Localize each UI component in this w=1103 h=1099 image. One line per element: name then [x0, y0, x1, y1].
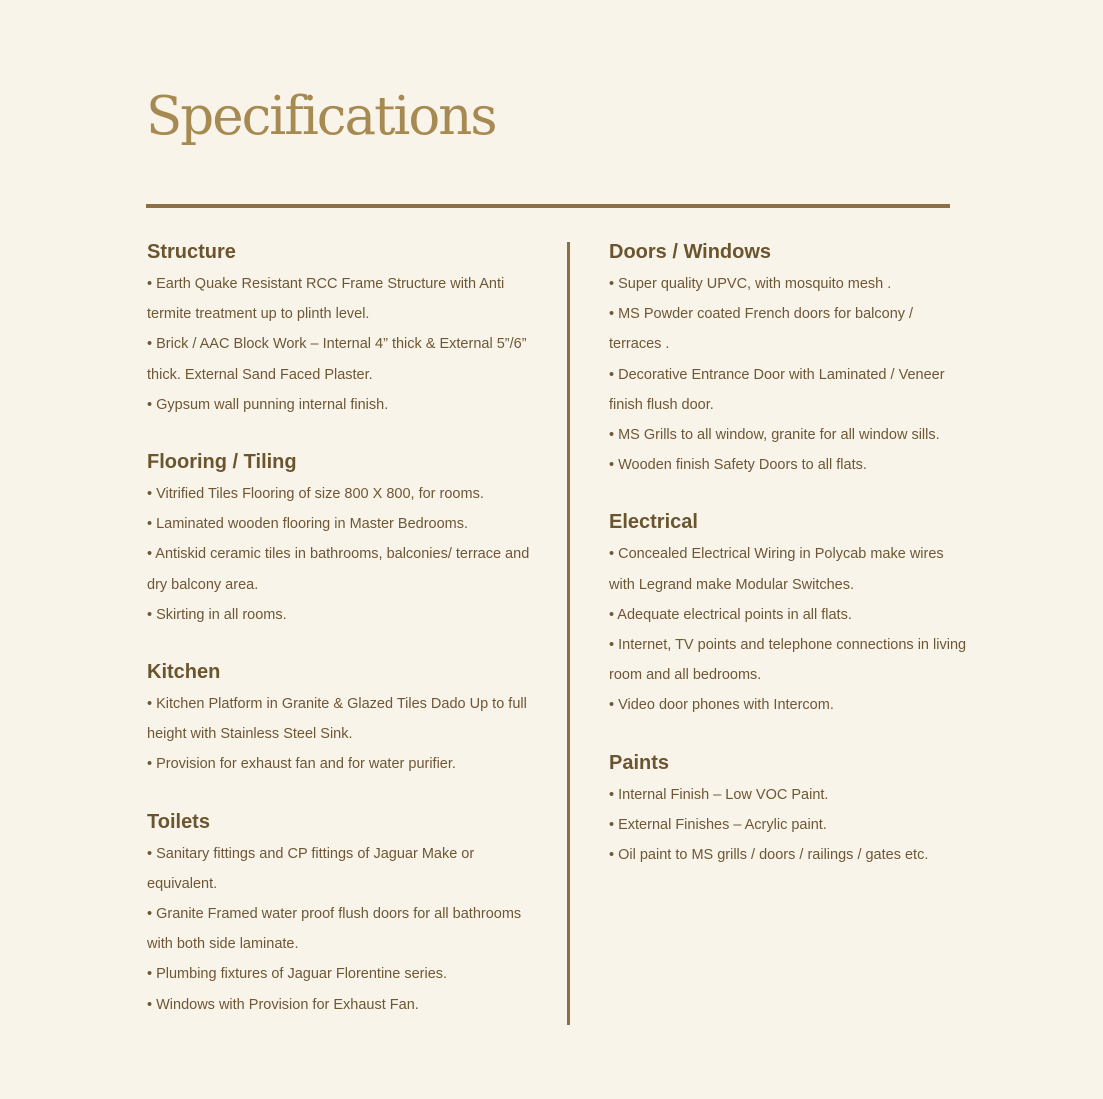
section-heading: Structure [147, 241, 236, 263]
spec-item: • Skirting in all rooms. [147, 606, 287, 623]
spec-list [147, 479, 542, 630]
spec-item: • Video door phones with Intercom. [609, 697, 834, 714]
section-heading: Paints [609, 751, 670, 774]
section-structure [147, 238, 542, 420]
section-heading: Flooring / Tiling [147, 451, 297, 474]
spec-list [147, 839, 542, 1020]
page-title: Specifications [146, 86, 496, 147]
section-kitchen [147, 658, 542, 780]
spec-item: • Oil paint to MS grills / doors / railings / gates etc. [609, 847, 929, 864]
spec-item: • Internet, TV points and telephone connections in living room and all bedrooms. [609, 637, 967, 684]
spec-item: • External Finishes – Acrylic paint. [609, 816, 827, 833]
spec-list [147, 689, 542, 780]
spec-item: • Earth Quake Resistant RCC Frame Structure with Anti termite treatment up to plinth level. [147, 276, 505, 323]
spec-item: • Sanitary fittings and CP fittings of Jaguar Make or equivalent. [147, 845, 475, 892]
spec-list [609, 269, 969, 480]
spec-item: • Internal Finish – Low VOC Paint. [609, 786, 829, 803]
spec-item: • Decorative Entrance Door with Laminated / Veneer finish flush door. [609, 366, 945, 413]
section-toilets [147, 808, 542, 1020]
spec-item: • Super quality UPVC, with mosquito mesh . [609, 276, 892, 292]
section-flooring [147, 448, 542, 630]
spec-item: • Windows with Provision for Exhaust Fan. [147, 996, 419, 1013]
spec-item: • Granite Framed water proof flush doors for all bathrooms with both side laminate. [147, 906, 522, 953]
right-column [609, 238, 969, 898]
left-column [147, 238, 542, 1048]
section-electrical [609, 508, 969, 720]
spec-item: • Antiskid ceramic tiles in bathrooms, balconies/ terrace and dry balcony area. [147, 546, 530, 593]
section-heading: Kitchen [147, 661, 221, 684]
spec-item: • Vitrified Tiles Flooring of size 800 X 800, for rooms. [147, 486, 484, 503]
spec-item: • MS Grills to all window, granite for all window sills. [609, 427, 940, 444]
spec-item: • MS Powder coated French doors for balcony / terraces . [609, 306, 914, 353]
title-divider [146, 204, 950, 208]
spec-item: • Kitchen Platform in Granite & Glazed Tiles Dado Up to full height with Stainless Steel Sink. [147, 696, 527, 743]
spec-item: • Adequate electrical points in all flats. [609, 606, 852, 623]
section-heading: Toilets [147, 810, 210, 833]
spec-item: • Brick / AAC Block Work – Internal 4” thick & External 5”/6” thick. External Sand Faced Plaster. [147, 336, 527, 383]
spec-item: • Concealed Electrical Wiring in Polycab make wires with Legrand make Modular Switches. [609, 546, 944, 593]
spec-item: • Laminated wooden flooring in Master Bedrooms. [147, 516, 469, 533]
spec-list [609, 780, 969, 871]
spec-item: • Wooden finish Safety Doors to all flats. [609, 457, 867, 474]
section-paints [609, 749, 969, 871]
spec-item: • Gypsum wall punning internal finish. [147, 396, 389, 413]
section-heading: Doors / Windows [609, 241, 772, 263]
spec-list [609, 539, 969, 720]
section-heading: Electrical [609, 511, 698, 534]
spec-item: • Plumbing fixtures of Jaguar Florentine series. [147, 966, 448, 983]
spec-list [147, 269, 542, 420]
column-divider [567, 242, 570, 1025]
section-doors-windows [609, 238, 969, 480]
spec-item: • Provision for exhaust fan and for water purifier. [147, 756, 456, 773]
